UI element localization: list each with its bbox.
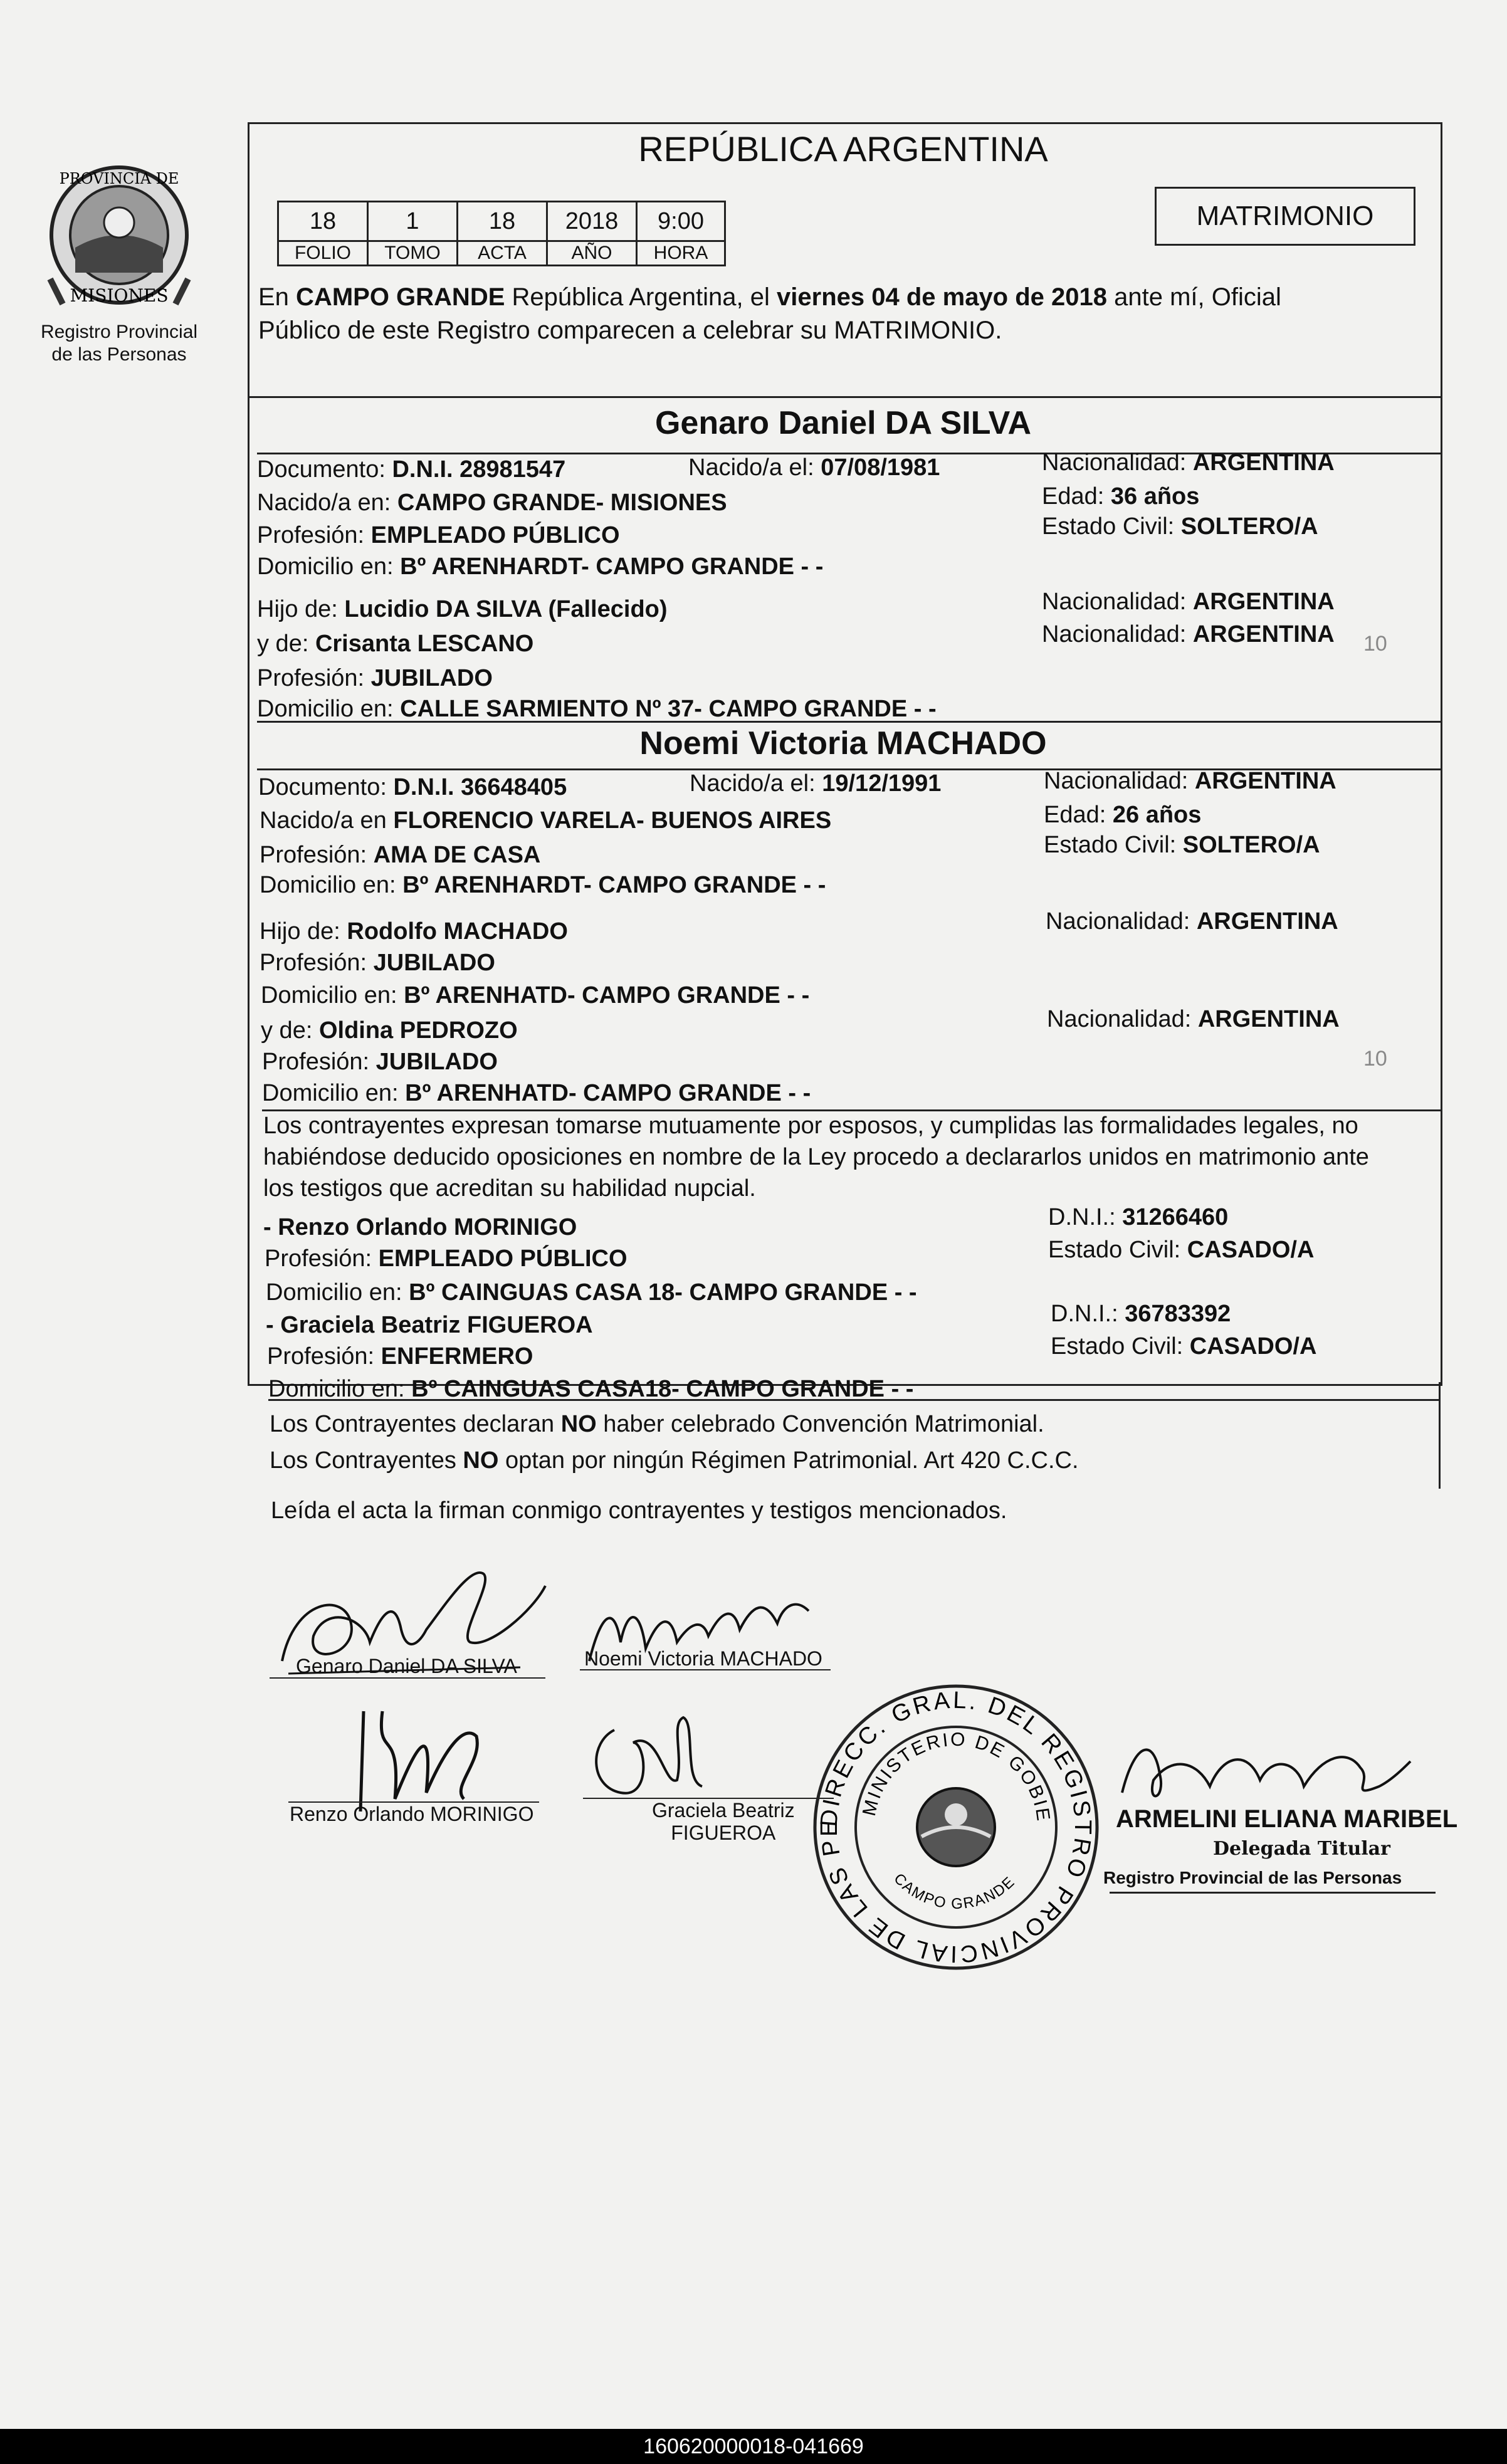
anio-label: AÑO bbox=[546, 240, 638, 266]
label: Edad: bbox=[1042, 483, 1111, 510]
label: Profesión: bbox=[267, 1343, 381, 1370]
spouse2-document bbox=[258, 772, 567, 802]
spouse1-father-name: Lucidio DA SILVA (Fallecido) bbox=[344, 596, 668, 622]
official-stamp bbox=[809, 1680, 1103, 1974]
registry-name-line1: Registro Provincial bbox=[40, 322, 198, 342]
label: Profesión: bbox=[260, 842, 374, 868]
signature-name-4b: FIGUEROA bbox=[671, 1822, 776, 1844]
label: Nacionalidad: bbox=[1047, 1006, 1198, 1032]
regime-no-1: NO bbox=[560, 1411, 597, 1437]
divider bbox=[268, 1399, 1441, 1401]
spouse2-nationality bbox=[1044, 766, 1336, 796]
margin-mark: 10 bbox=[1363, 1047, 1387, 1071]
spouse2-dom: Bº ARENHARDT- CAMPO GRANDE - - bbox=[402, 872, 826, 898]
spouse1-birthdate bbox=[688, 453, 940, 483]
spouse1-mother-nat: ARGENTINA bbox=[1192, 621, 1335, 647]
witness2-civil-value: CASADO/A bbox=[1189, 1333, 1317, 1360]
divider bbox=[248, 396, 1441, 398]
spouse2-mother-prof: JUBILADO bbox=[375, 1049, 498, 1075]
registry-name-line2: de las Personas bbox=[51, 344, 187, 365]
spouse1-parent-dom: CALLE SARMIENTO Nº 37- CAMPO GRANDE - - bbox=[400, 696, 937, 722]
signature-name-2: Noemi Victoria MACHADO bbox=[584, 1647, 822, 1670]
label: y de: bbox=[261, 1017, 319, 1044]
signature-name-1: Genaro Daniel DA SILVA bbox=[296, 1655, 517, 1677]
margin-mark: 10 bbox=[1363, 632, 1387, 656]
label: Domicilio en: bbox=[261, 982, 404, 1009]
label: Nacido/a en bbox=[260, 807, 394, 834]
spouse1-father-nationality bbox=[1042, 587, 1335, 617]
divider bbox=[257, 721, 1441, 723]
spouse1-dom: Bº ARENHARDT- CAMPO GRANDE - - bbox=[400, 553, 824, 580]
spouse2-age-value: 26 años bbox=[1112, 802, 1202, 828]
witness2-prof: ENFERMERO bbox=[381, 1343, 533, 1370]
spouse2-prof: AMA DE CASA bbox=[373, 842, 541, 868]
signature-name-4 bbox=[652, 1799, 795, 1844]
officer-office: Registro Provincial de las Personas bbox=[1103, 1868, 1402, 1887]
spouse2-birthdate bbox=[690, 768, 941, 799]
label: Profesión: bbox=[260, 950, 374, 976]
label: Estado Civil: bbox=[1051, 1333, 1190, 1360]
label: Nacido/a el: bbox=[690, 770, 822, 797]
spouse1-father-nat: ARGENTINA bbox=[1192, 589, 1335, 615]
folio-label: FOLIO bbox=[277, 240, 369, 266]
spouse2-mother-profession bbox=[262, 1047, 498, 1077]
label: Hijo de: bbox=[260, 918, 347, 945]
spouse1-mother-nationality bbox=[1042, 619, 1335, 649]
spouse1-birthplace bbox=[257, 488, 727, 518]
logo-text-top: PROVINCIA DE bbox=[59, 170, 179, 187]
hora-label: HORA bbox=[636, 240, 726, 266]
document-code: 160620000018-041669 bbox=[643, 2435, 864, 2458]
label: Documento: bbox=[257, 456, 392, 483]
label: Domicilio en: bbox=[262, 1080, 406, 1106]
spouse1-born: 07/08/1981 bbox=[821, 454, 940, 481]
label: Profesión: bbox=[265, 1245, 379, 1272]
spouse1-dni: D.N.I. 28981547 bbox=[392, 456, 566, 483]
officer-name: ARMELINI ELIANA MARIBEL bbox=[1116, 1805, 1458, 1833]
label: Domicilio en: bbox=[268, 1376, 412, 1402]
spouse2-born: 19/12/1991 bbox=[822, 770, 942, 797]
spouse2-mother-nationality bbox=[1047, 1004, 1340, 1034]
witness2-name: - Graciela Beatriz FIGUEROA bbox=[266, 1312, 593, 1338]
spouse2-father-nationality bbox=[1046, 906, 1338, 936]
label: Nacionalidad: bbox=[1044, 768, 1195, 794]
anio-value: 2018 bbox=[546, 201, 638, 242]
spouse1-prof: EMPLEADO PÚBLICO bbox=[370, 522, 620, 548]
spouse2-father-address bbox=[261, 980, 809, 1010]
signature-name-3: Renzo Orlando MORINIGO bbox=[290, 1803, 534, 1825]
frame-edge bbox=[1439, 1382, 1441, 1489]
label: Estado Civil: bbox=[1042, 513, 1181, 540]
spouse2-mother-dom: Bº ARENHATD- CAMPO GRANDE - - bbox=[405, 1080, 811, 1106]
signature-graciela bbox=[577, 1705, 777, 1811]
declaration-line1: Los contrayentes expresan tomarse mutuamente por esposos, y cumplidas las formalidades legales, no bbox=[263, 1113, 1358, 1139]
label: Nacionalidad: bbox=[1042, 621, 1193, 647]
intro-line2: Público de este Registro comparecen a celebrar su MATRIMONIO. bbox=[258, 317, 1002, 344]
act-type-badge: MATRIMONIO bbox=[1155, 187, 1415, 246]
document-code-bar bbox=[0, 2429, 1507, 2464]
spouse1-nationality bbox=[1042, 448, 1335, 478]
label: Domicilio en: bbox=[260, 872, 403, 898]
label: Profesión: bbox=[262, 1049, 376, 1075]
spouse2-father bbox=[260, 916, 568, 946]
spouse2-mother-address bbox=[262, 1078, 811, 1108]
officer-role: Delegada Titular bbox=[1213, 1838, 1390, 1860]
signature-name-4a: Graciela Beatriz bbox=[652, 1799, 795, 1822]
spouse1-father bbox=[257, 594, 668, 624]
witness1-name: - Renzo Orlando MORINIGO bbox=[263, 1214, 577, 1240]
label: Nacionalidad: bbox=[1042, 449, 1193, 476]
spouse1-mother bbox=[257, 629, 533, 659]
spouse2-age bbox=[1044, 800, 1201, 830]
folio-value: 18 bbox=[277, 201, 369, 242]
witness2-dni-value: 36783392 bbox=[1125, 1301, 1231, 1327]
declaration-line3: los testigos que acreditan su habilidad nupcial. bbox=[263, 1175, 756, 1202]
witness1-address bbox=[266, 1277, 917, 1308]
spouse2-birthplace bbox=[260, 805, 831, 836]
spouse2-civil bbox=[1044, 830, 1320, 860]
registry-name bbox=[25, 321, 213, 366]
label: Nacionalidad: bbox=[1046, 908, 1197, 935]
label: Estado Civil: bbox=[1048, 1237, 1187, 1263]
regime-no-2: NO bbox=[463, 1447, 499, 1474]
intro-place: CAMPO GRANDE bbox=[296, 283, 505, 311]
spouse2-father-name: Rodolfo MACHADO bbox=[347, 918, 568, 945]
spouse2-father-nat: ARGENTINA bbox=[1196, 908, 1338, 935]
label: D.N.I.: bbox=[1048, 1204, 1123, 1230]
spouse2-name: Noemi Victoria MACHADO bbox=[639, 725, 1047, 762]
regime-line1 bbox=[270, 1409, 1044, 1439]
spouse2-nat: ARGENTINA bbox=[1194, 768, 1336, 794]
spouse1-parents-address bbox=[257, 694, 937, 724]
stamp-inner-text: MINISTERIO DE GOBIE bbox=[858, 1729, 1054, 1824]
spouse1-age-value: 36 años bbox=[1110, 483, 1200, 510]
spouse2-father-profession bbox=[260, 948, 495, 978]
witness2-dom: Bº CAINGUAS CASA18- CAMPO GRANDE - - bbox=[411, 1376, 914, 1402]
spouse1-mother-name: Crisanta LESCANO bbox=[315, 631, 534, 657]
spouse2-father-prof: JUBILADO bbox=[373, 950, 495, 976]
label: Nacido/a en: bbox=[257, 490, 397, 516]
label: Estado Civil: bbox=[1044, 832, 1183, 858]
regime-line2 bbox=[270, 1445, 1079, 1476]
label: D.N.I.: bbox=[1051, 1301, 1125, 1327]
intro-text-1: En bbox=[258, 283, 297, 311]
label: Domicilio en: bbox=[257, 553, 401, 580]
spouse1-parents-profession bbox=[257, 663, 493, 693]
logo-text-bottom: MISIONES bbox=[70, 285, 169, 306]
closing-statement: Leída el acta la firman conmigo contrayentes y testigos mencionados. bbox=[271, 1497, 1007, 1524]
intro-date: viernes 04 de mayo de 2018 bbox=[777, 283, 1108, 311]
stamp-bottom-text: CAMPO GRANDE bbox=[890, 1870, 1019, 1913]
tomo-label: TOMO bbox=[367, 240, 458, 266]
registry-logo bbox=[38, 154, 201, 317]
acta-label: ACTA bbox=[456, 240, 548, 266]
spouse2-father-dom: Bº ARENHATD- CAMPO GRANDE - - bbox=[404, 982, 810, 1009]
intro-text-3: ante mí, Oficial bbox=[1107, 283, 1281, 311]
witness1-civil-value: CASADO/A bbox=[1187, 1237, 1315, 1263]
label: Edad: bbox=[1044, 802, 1113, 828]
text: haber celebrado Convención Matrimonial. bbox=[596, 1411, 1044, 1437]
witness1-prof: EMPLEADO PÚBLICO bbox=[378, 1245, 627, 1272]
label: y de: bbox=[257, 631, 315, 657]
label: Domicilio en: bbox=[266, 1279, 409, 1306]
label: Nacido/a el: bbox=[688, 454, 821, 481]
text: Los Contrayentes bbox=[270, 1447, 463, 1474]
svg-text:CAMPO GRANDE bbox=[890, 1870, 1019, 1913]
spouse2-mother bbox=[261, 1015, 518, 1046]
witness1-profession bbox=[265, 1244, 627, 1274]
label: Domicilio en: bbox=[257, 696, 401, 722]
spouse1-parent-prof: JUBILADO bbox=[370, 665, 493, 691]
declaration-line2: habiéndose deducido oposiciones en nombre de la Ley procedo a declararlos unidos en matrimonio ante bbox=[263, 1144, 1369, 1170]
spouse1-nat: ARGENTINA bbox=[1192, 449, 1335, 476]
acta-value: 18 bbox=[456, 201, 548, 242]
page-title: REPÚBLICA ARGENTINA bbox=[638, 129, 1048, 169]
spouse1-document bbox=[257, 454, 565, 485]
witness2-profession bbox=[267, 1341, 533, 1371]
officer-line bbox=[1110, 1892, 1436, 1894]
witness1-dom: Bº CAINGUAS CASA 18- CAMPO GRANDE - - bbox=[409, 1279, 917, 1306]
witness1-civil bbox=[1048, 1235, 1314, 1265]
spouse1-civil bbox=[1042, 511, 1318, 542]
spouse1-name: Genaro Daniel DA SILVA bbox=[654, 405, 1032, 441]
witness1-dni bbox=[1048, 1202, 1228, 1232]
spouse2-place: FLORENCIO VARELA- BUENOS AIRES bbox=[393, 807, 832, 834]
witness2-civil bbox=[1051, 1331, 1316, 1361]
text: optan por ningún Régimen Patrimonial. Art 420 C.C.C. bbox=[498, 1447, 1079, 1474]
label: Profesión: bbox=[257, 665, 371, 691]
tomo-value: 1 bbox=[367, 201, 458, 242]
intro-text-2: República Argentina, el bbox=[505, 283, 777, 311]
spouse1-address bbox=[257, 552, 823, 582]
spouse2-address bbox=[260, 870, 826, 900]
spouse1-profession bbox=[257, 520, 620, 550]
spouse2-profession bbox=[260, 840, 540, 870]
text: Los Contrayentes declaran bbox=[270, 1411, 561, 1437]
witness2-dni bbox=[1051, 1299, 1231, 1329]
label: Nacionalidad: bbox=[1042, 589, 1193, 615]
spouse2-mother-name: Oldina PEDROZO bbox=[318, 1017, 518, 1044]
label: Documento: bbox=[258, 774, 394, 800]
spouse1-age bbox=[1042, 481, 1199, 511]
label: Profesión: bbox=[257, 522, 371, 548]
intro-line1 bbox=[258, 282, 1281, 312]
registry-reference-box bbox=[277, 201, 722, 273]
hora-value: 9:00 bbox=[636, 201, 726, 242]
spouse2-mother-nat: ARGENTINA bbox=[1197, 1006, 1340, 1032]
spouse1-civil-value: SOLTERO/A bbox=[1180, 513, 1318, 540]
witness1-dni-value: 31266460 bbox=[1122, 1204, 1229, 1230]
spouse1-place: CAMPO GRANDE- MISIONES bbox=[397, 490, 727, 516]
spouse2-civil-value: SOLTERO/A bbox=[1182, 832, 1320, 858]
spouse2-dni: D.N.I. 36648405 bbox=[393, 774, 567, 800]
label: Hijo de: bbox=[257, 596, 345, 622]
stamp-ring-text: DIRECC. GRAL. DEL REGISTRO PROVINCIAL DE LAS PE bbox=[816, 1687, 1096, 1968]
